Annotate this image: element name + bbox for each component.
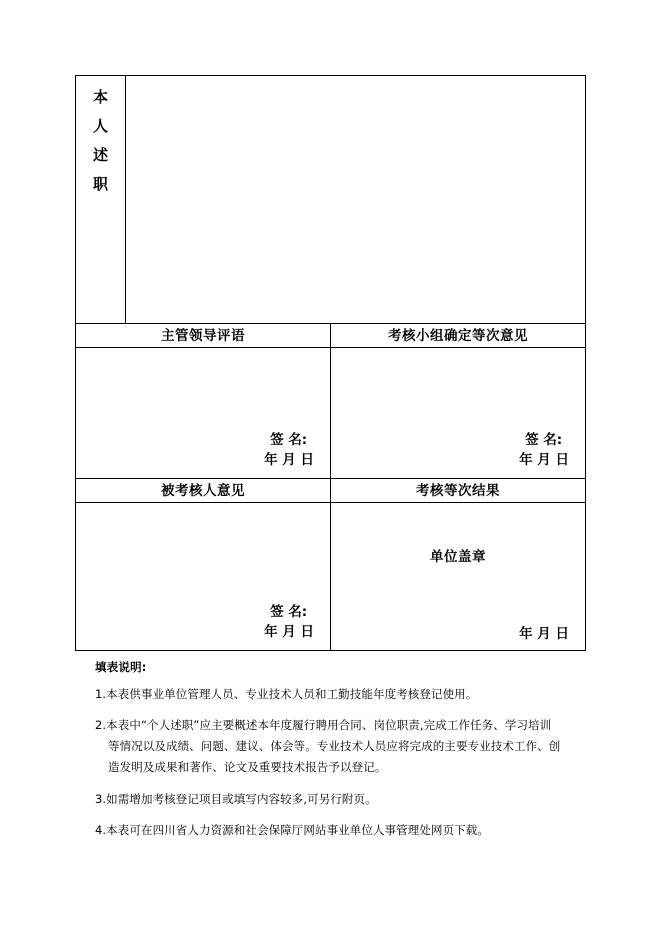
supervisor-date-label: 年 月 日 bbox=[264, 451, 314, 468]
committee-date-label: 年 月 日 bbox=[519, 451, 569, 468]
grade-result-cell[interactable] bbox=[331, 503, 586, 651]
supervisor-signature-block bbox=[264, 430, 314, 471]
instruction-item-2 bbox=[95, 715, 580, 779]
self-report-label-char-1: 人 bbox=[92, 117, 108, 135]
instructions-title: 填表说明: bbox=[95, 660, 147, 674]
appraisal-form-table bbox=[75, 75, 586, 651]
instruction-item-4 bbox=[95, 820, 580, 841]
table-row-supervisor-body bbox=[76, 348, 586, 479]
table-row-supervisor-header bbox=[76, 324, 586, 348]
instruction-item-3 bbox=[95, 789, 580, 810]
instruction-item-4-text: 4.本表可在四川省人力资源和社会保障厅网站事业单位人事管理处网页下载。 bbox=[95, 822, 489, 837]
appraisee-date-label: 年 月 日 bbox=[264, 623, 314, 640]
header-appraisee-opinion: 被考核人意见 bbox=[76, 479, 331, 503]
committee-signature-block bbox=[519, 430, 569, 471]
committee-grade-opinion-cell[interactable] bbox=[331, 348, 586, 479]
self-report-content-cell[interactable] bbox=[126, 76, 586, 324]
instruction-item-3-text: 3.如需增加考核登记项目或填写内容较多,可另行附页。 bbox=[95, 791, 377, 806]
header-committee-grade-opinion: 考核小组确定等次意见 bbox=[331, 324, 586, 348]
instruction-item-1 bbox=[95, 684, 580, 705]
header-grade-result: 考核等次结果 bbox=[331, 479, 586, 503]
form-instructions bbox=[95, 662, 580, 851]
appraisee-signature-block bbox=[264, 602, 314, 643]
instruction-item-2-line-3: 造发明及成果和著作、论文及重要技术报告予以登记。 bbox=[108, 760, 387, 775]
self-report-label-char-2: 述 bbox=[92, 146, 108, 164]
instruction-item-2-text: 2.本表中“个人述职”应主要概述本年度履行聘用合同、岗位职责,完成工作任务、学习培训 bbox=[95, 717, 552, 732]
supervisor-signature-label: 签 名: bbox=[270, 431, 308, 448]
header-supervisor-comment: 主管领导评语 bbox=[76, 324, 331, 348]
grade-result-date-label: 年 月 日 bbox=[519, 626, 569, 642]
self-report-vertical-label bbox=[76, 90, 125, 192]
instruction-item-2-line-2: 等情况以及成绩、问题、建议、体会等。专业技术人员应将完成的主要专业技术工作、创 bbox=[108, 739, 561, 754]
table-row-self-report bbox=[76, 76, 586, 324]
table-row-appraisee-body bbox=[76, 503, 586, 651]
committee-signature-label: 签 名: bbox=[525, 431, 563, 448]
self-report-label-char-3: 职 bbox=[92, 175, 108, 193]
instruction-item-1-text: 1.本表供事业单位管理人员、专业技术人员和工勤技能年度考核登记使用。 bbox=[95, 686, 478, 701]
appraisee-opinion-cell[interactable] bbox=[76, 503, 331, 651]
appraisee-signature-label: 签 名: bbox=[270, 603, 308, 620]
unit-seal-label: 单位盖章 bbox=[430, 549, 486, 565]
supervisor-comment-cell[interactable] bbox=[76, 348, 331, 479]
table-row-appraisee-header bbox=[76, 479, 586, 503]
self-report-label-char-0: 本 bbox=[92, 88, 108, 106]
self-report-label-cell bbox=[76, 76, 126, 324]
